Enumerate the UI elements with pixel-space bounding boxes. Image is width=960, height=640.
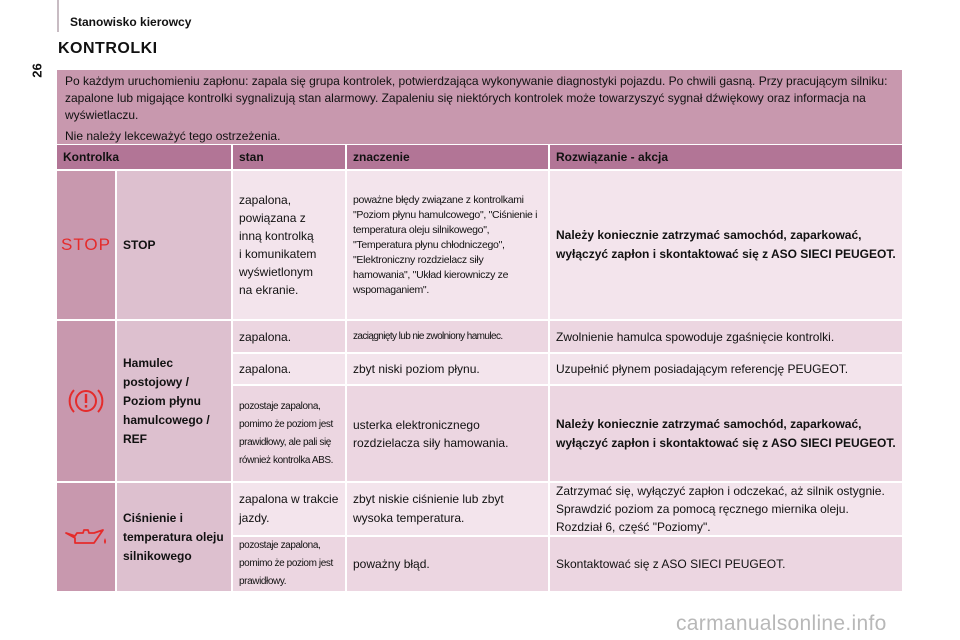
brake-r1-rozwiazanie: Zwolnienie hamulca spowoduje zgaśnięcie kontrolki. — [550, 321, 902, 352]
header-stan: stan — [233, 145, 345, 169]
intro-box — [57, 70, 902, 144]
intro-paragraph-1: Po każdym uruchomieniu zapłonu: zapala się grupa kontrolek, potwierdzająca wykonywanie diagnostyki pojazdu. Po chwili gasną. Przy pracującym silniku: zapalone lub migające kontrolki sygnalizują stan alarmowy. Zapaleniu się niektórych kontrolek może towarzyszyć sygnał dźwiękowy oraz informacja na wyświetlaczu. — [65, 74, 888, 122]
brake-warning-icon — [66, 384, 106, 418]
oil-name: Ciśnienie i temperatura oleju silnikowego — [117, 483, 231, 591]
header-kontrolka: Kontrolka — [57, 145, 231, 169]
oil-r1-rozwiazanie: Zatrzymać się, wyłączyć zapłon i odczekać, aż silnik ostygnie. Sprawdzić poziom za pomocą ręcznego miernika oleju. Rozdział 6, część "Poziomy". — [550, 483, 902, 535]
brake-r2-rozwiazanie: Uzupełnić płynem posiadającym referencję PEUGEOT. — [550, 354, 902, 384]
stop-icon-cell — [57, 171, 115, 319]
brake-r3-stan: pozostaje zapalona, pomimo że poziom jest prawidłowy, ale pali się również kontrolka ABS. — [233, 386, 345, 481]
oil-r1-znaczenie: zbyt niskie ciśnienie lub zbyt wysoka temperatura. — [347, 483, 548, 535]
brake-r2-stan: zapalona. — [233, 354, 345, 384]
header-rozwiazanie: Rozwiązanie - akcja — [550, 145, 902, 169]
brake-r2-znaczenie: zbyt niski poziom płynu. — [347, 354, 548, 384]
stop-stan: zapalona, powiązana z inną kontrolką i komunikatem wyświetlonym na ekranie. — [233, 171, 345, 319]
page-number: 26 — [29, 63, 45, 78]
brake-r1-stan: zapalona. — [233, 321, 345, 352]
oil-r2-znaczenie: poważny błąd. — [347, 537, 548, 591]
stop-rozwiazanie: Należy koniecznie zatrzymać samochód, zaparkować, wyłączyć zapłon i skontaktować się z ASO SIECI PEUGEOT. — [550, 171, 902, 319]
watermark: carmanualsonline.info — [676, 612, 887, 635]
oil-pressure-icon — [63, 525, 109, 549]
section-title: Stanowisko kierowcy — [70, 15, 192, 29]
brake-r1-znaczenie: zaciągnięty lub nie zwolniony hamulec. — [347, 321, 548, 352]
oil-icon-cell — [57, 483, 115, 591]
oil-r2-stan: pozostaje zapalona, pomimo że poziom jest prawidłowy. — [233, 537, 345, 591]
brake-r3-znaczenie: usterka elektronicznego rozdzielacza siły hamowania. — [347, 386, 548, 481]
side-rule — [57, 0, 59, 32]
stop-znaczenie: poważne błędy związane z kontrolkami "Poziom płynu hamulcowego", "Ciśnienie i temperatura oleju silnikowego", "Temperatura płynu chłodniczego", "Elektroniczny rozdzielacz siły hamowania", "Układ kierowniczy ze wspomaganiem". — [347, 171, 548, 319]
stop-name: STOP — [117, 171, 231, 319]
header-znaczenie: znaczenie — [347, 145, 548, 169]
oil-r2-rozwiazanie: Skontaktować się z ASO SIECI PEUGEOT. — [550, 537, 902, 591]
brake-icon-cell — [57, 321, 115, 481]
brake-r3-rozwiazanie: Należy koniecznie zatrzymać samochód, zaparkować, wyłączyć zapłon i skontaktować się z ASO SIECI PEUGEOT. — [550, 386, 902, 481]
stop-warning-icon: STOP — [61, 235, 111, 254]
page-title: KONTROLKI — [58, 40, 158, 57]
brake-name: Hamulec postojowy / Poziom płynu hamulcowego / REF — [117, 321, 231, 481]
oil-r1-stan: zapalona w trakcie jazdy. — [233, 483, 345, 535]
intro-paragraph-2: Nie należy lekceważyć tego ostrzeżenia. — [65, 129, 281, 143]
